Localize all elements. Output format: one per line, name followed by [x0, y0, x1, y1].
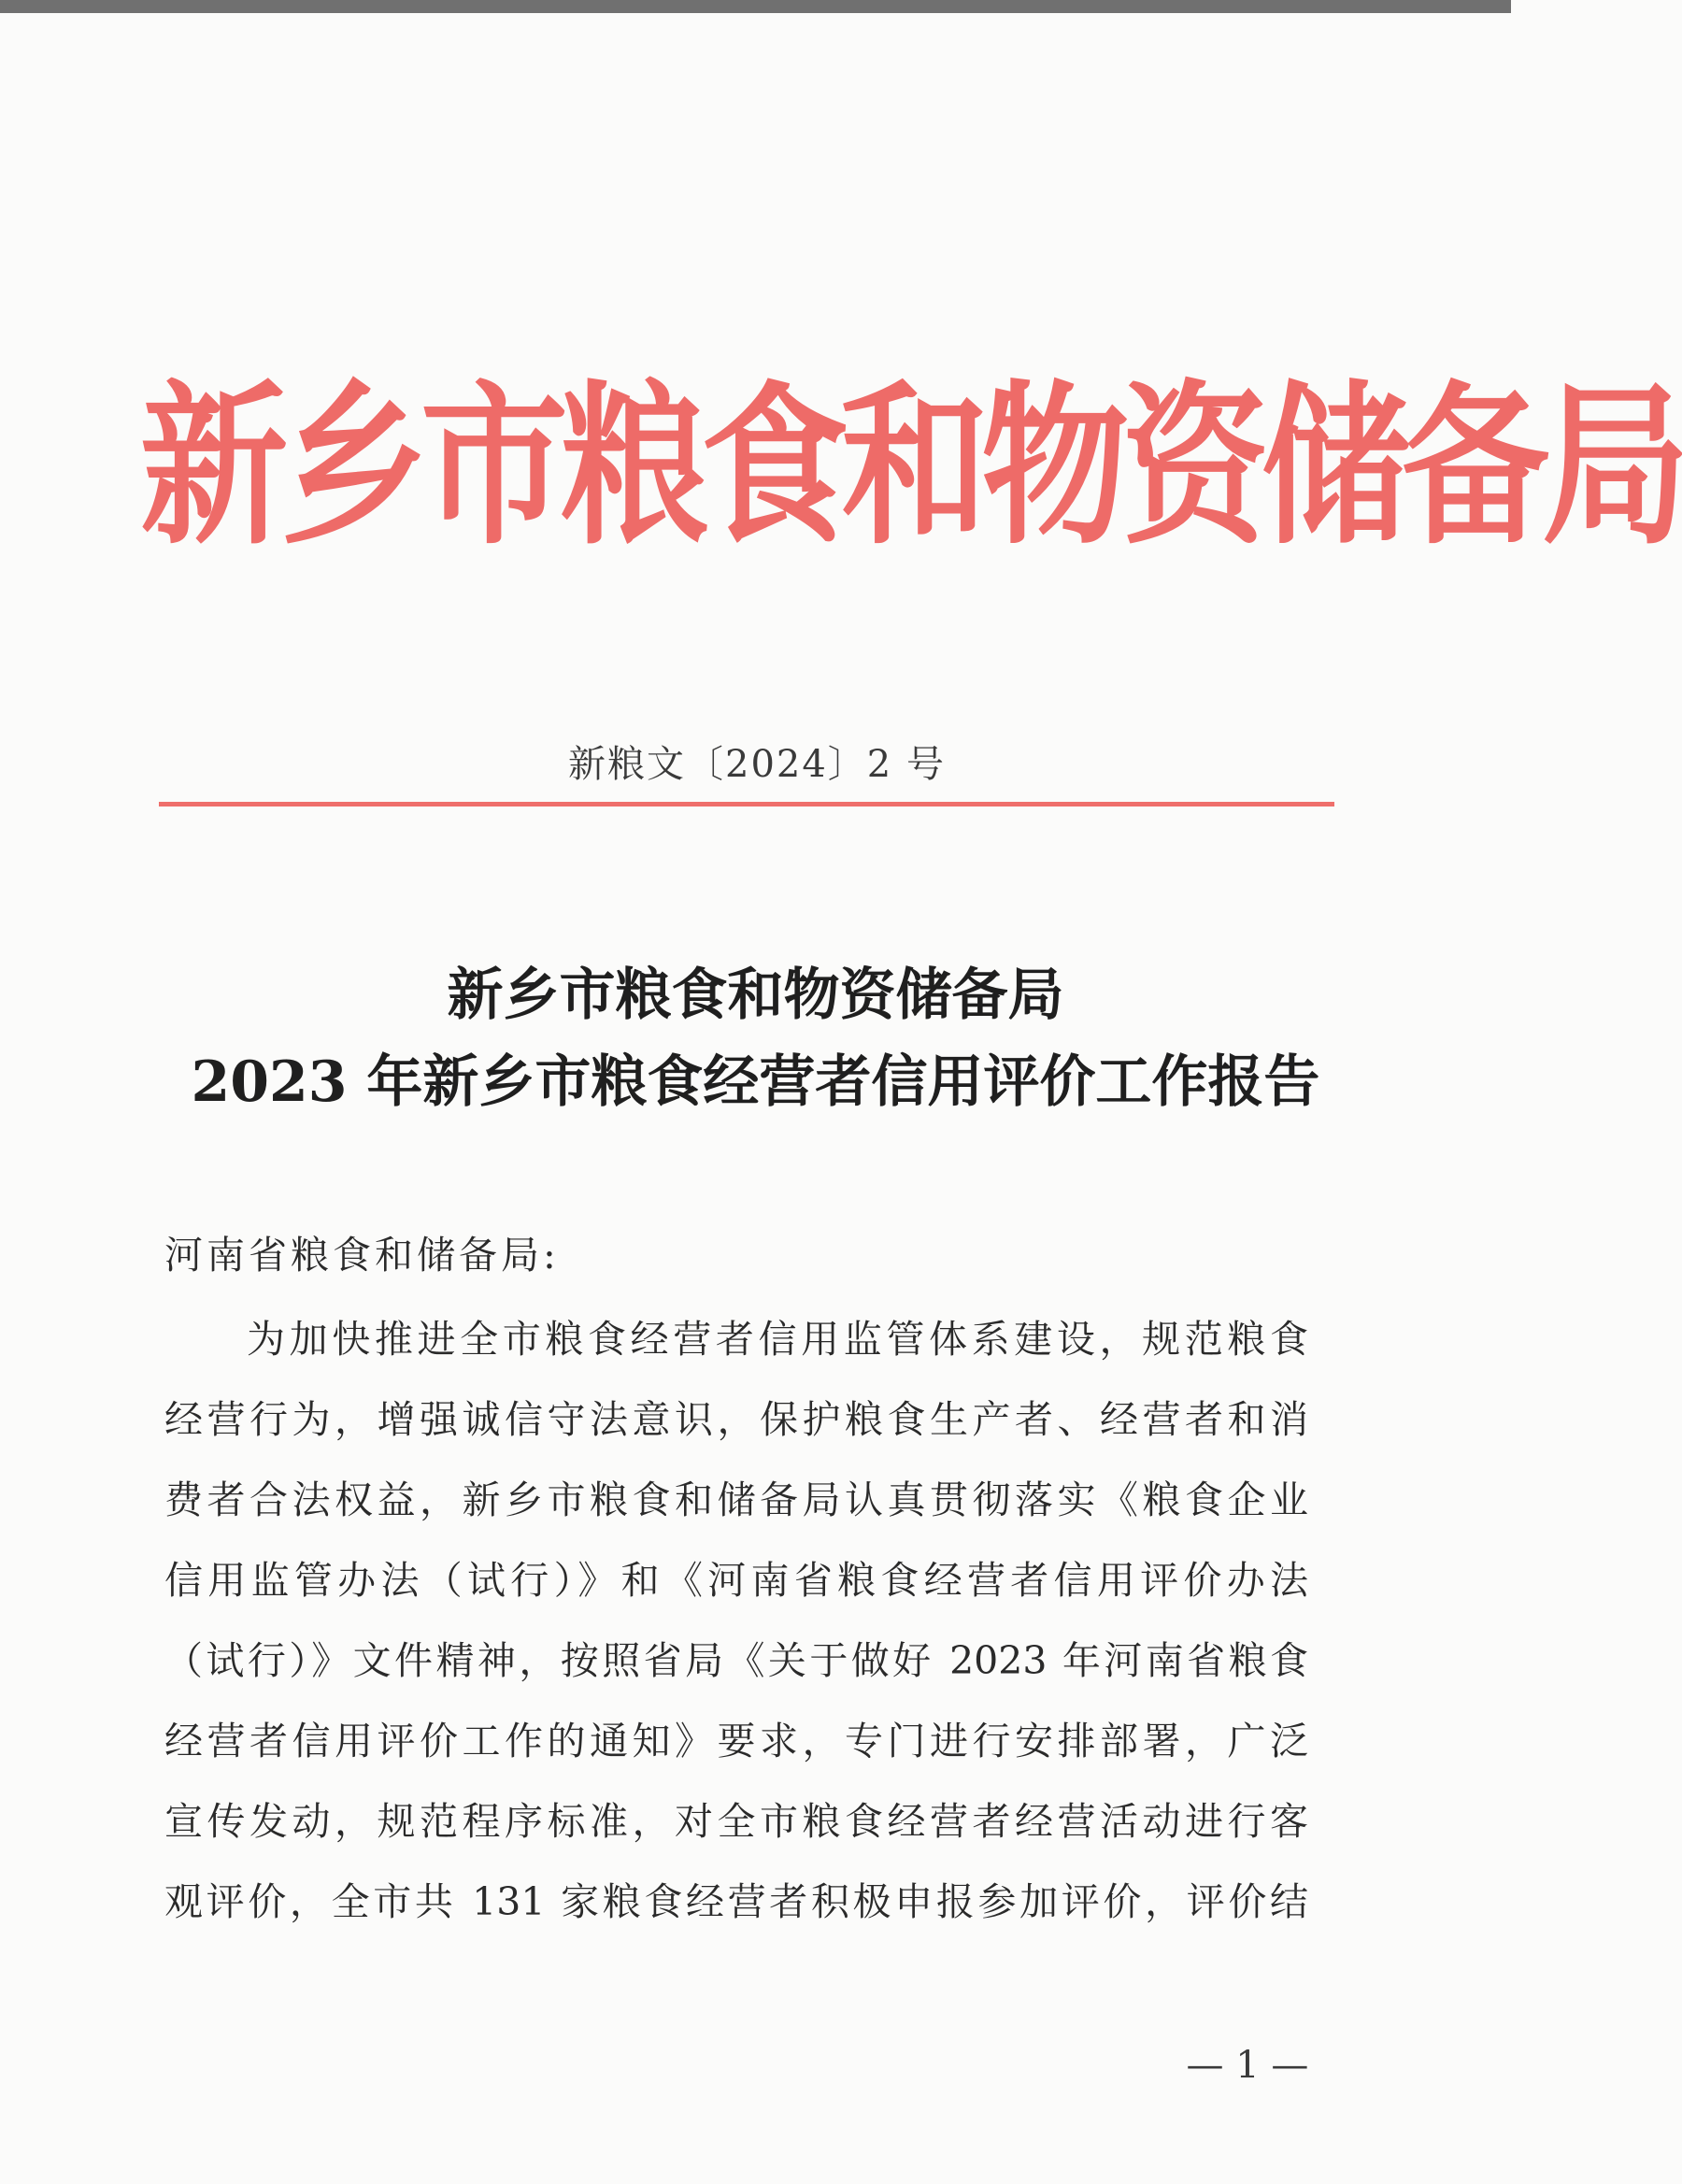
- issuer-header: 新乡市粮食和物资储备局: [140, 364, 1682, 569]
- body-paragraph-line: 经营行为，增强诚信守法意识，保护粮食生产者、经营者和消: [164, 1397, 1308, 1442]
- page-number: — 1 —: [1186, 2044, 1309, 2087]
- scan-top-edge: [0, 0, 1511, 13]
- document-number: 新粮文〔2024〕2 号: [568, 743, 946, 786]
- body-paragraph-line: 信用监管办法（试行）》和《河南省粮食经营者信用评价办法: [164, 1558, 1308, 1603]
- body-paragraph-line: 宣传发动，规范程序标准，对全市粮食经营者经营活动进行客: [164, 1799, 1308, 1844]
- body-paragraph-line: 观评价，全市共 131 家粮食经营者积极申报参加评价，评价结: [164, 1879, 1308, 1924]
- body-paragraph-line: 经营者信用评价工作的通知》要求，专门进行安排部署，广泛: [164, 1719, 1308, 1763]
- red-divider-line: [159, 802, 1334, 807]
- salutation: 河南省粮食和储备局:: [164, 1233, 560, 1278]
- body-paragraph-line: （试行）》文件精神，按照省局《关于做好 2023 年河南省粮食: [164, 1638, 1308, 1683]
- body-paragraph-line: 费者合法权益，新乡市粮食和储备局认真贯彻落实《粮食企业: [164, 1477, 1308, 1522]
- report-title-line-2: 2023 年新乡市粮食经营者信用评价工作报告: [191, 1049, 1320, 1115]
- body-paragraph-line: 为加快推进全市粮食经营者信用监管体系建设，规范粮食: [247, 1317, 1308, 1362]
- report-title-line-1: 新乡市粮食和物资储备局: [447, 963, 1064, 1028]
